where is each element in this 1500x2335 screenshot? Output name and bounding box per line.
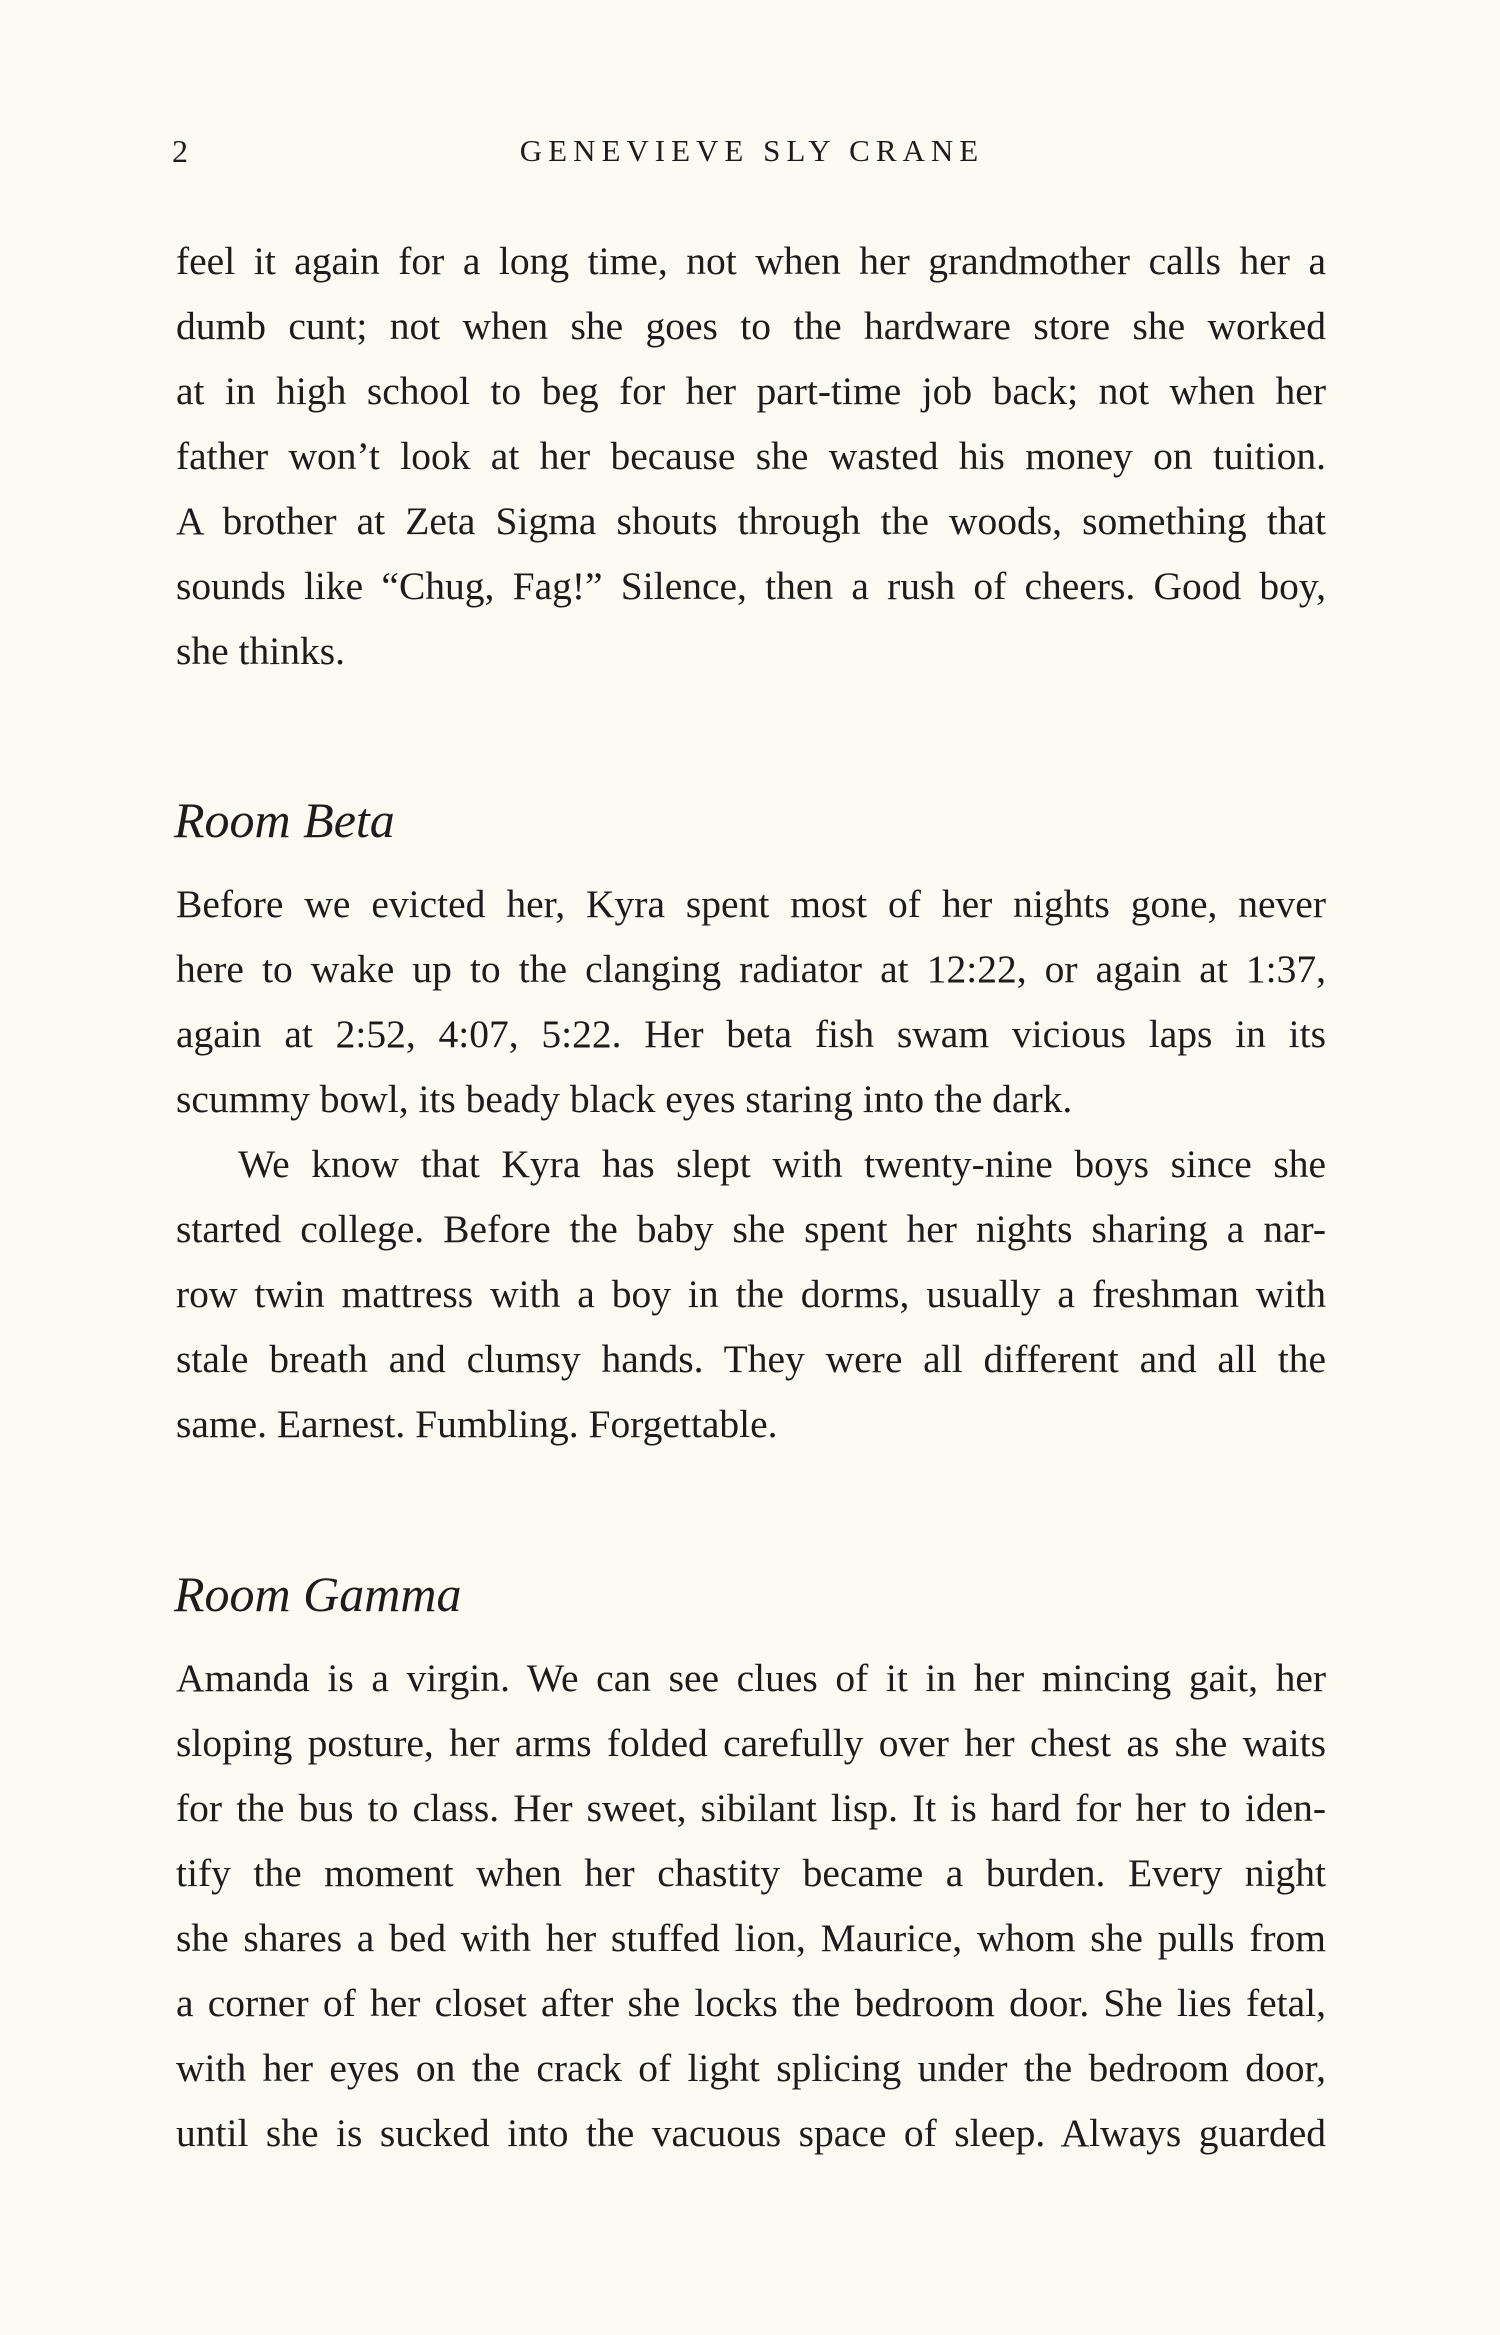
text-line: tify the moment when her chastity became a burden. Every night [176,1851,1326,1895]
text-line: Amanda is a virgin. We can see clues of it in her mincing gait, her [176,1656,1326,1700]
text-line: at in high school to beg for her part-time job back; not when her [176,369,1326,413]
text-line: father won’t look at her because she wasted his money on tuition. [176,434,1326,478]
section-body-room-gamma [176,1646,1326,2166]
text-line: feel it again for a long time, not when her grandmother calls her a [176,239,1326,283]
text-line: We know that Kyra has slept with twenty-nine boys since she [238,1142,1326,1186]
text-line: sloping posture, her arms folded carefully over her chest as she waits [176,1721,1326,1765]
text-line: row twin mattress with a boy in the dorms, usually a freshman with [176,1272,1326,1316]
section-body-room-beta [176,872,1326,1457]
paragraph-opening [176,229,1326,684]
text-line: with her eyes on the crack of light splicing under the bedroom door, [176,2046,1326,2090]
text-line: same. Earnest. Fumbling. Forgettable. [176,1402,778,1446]
text-line: again at 2:52, 4:07, 5:22. Her beta fish swam vicious laps in its [176,1012,1326,1056]
section-heading-room-gamma: Room Gamma [174,1566,462,1622]
text-line: for the bus to class. Her sweet, sibilant lisp. It is hard for her to iden- [176,1786,1326,1830]
text-line: here to wake up to the clanging radiator at 12:22, or again at 1:37, [176,947,1326,991]
running-title: GENEVIEVE SLY CRANE [519,133,985,168]
text-line: stale breath and clumsy hands. They were all different and all the [176,1337,1326,1381]
text-line: she shares a bed with her stuffed lion, Maurice, whom she pulls from [176,1916,1326,1960]
text-line: scummy bowl, its beady black eyes staring into the dark. [176,1077,1073,1121]
running-head [172,126,1332,176]
text-line: sounds like “Chug, Fag!” Silence, then a rush of cheers. Good boy, [176,564,1326,608]
page-number: 2 [172,133,188,169]
text-line: A brother at Zeta Sigma shouts through the woods, something that [176,499,1326,543]
text-line: until she is sucked into the vacuous space of sleep. Always guarded [176,2111,1326,2155]
text-line: she thinks. [176,629,345,673]
text-line: started college. Before the baby she spent her nights sharing a nar- [176,1207,1326,1251]
text-line: dumb cunt; not when she goes to the hardware store she worked [176,304,1326,348]
text-line: a corner of her closet after she locks the bedroom door. She lies fetal, [176,1981,1326,2025]
text-line: Before we evicted her, Kyra spent most of her nights gone, never [176,882,1326,926]
section-heading-room-beta: Room Beta [174,792,395,848]
